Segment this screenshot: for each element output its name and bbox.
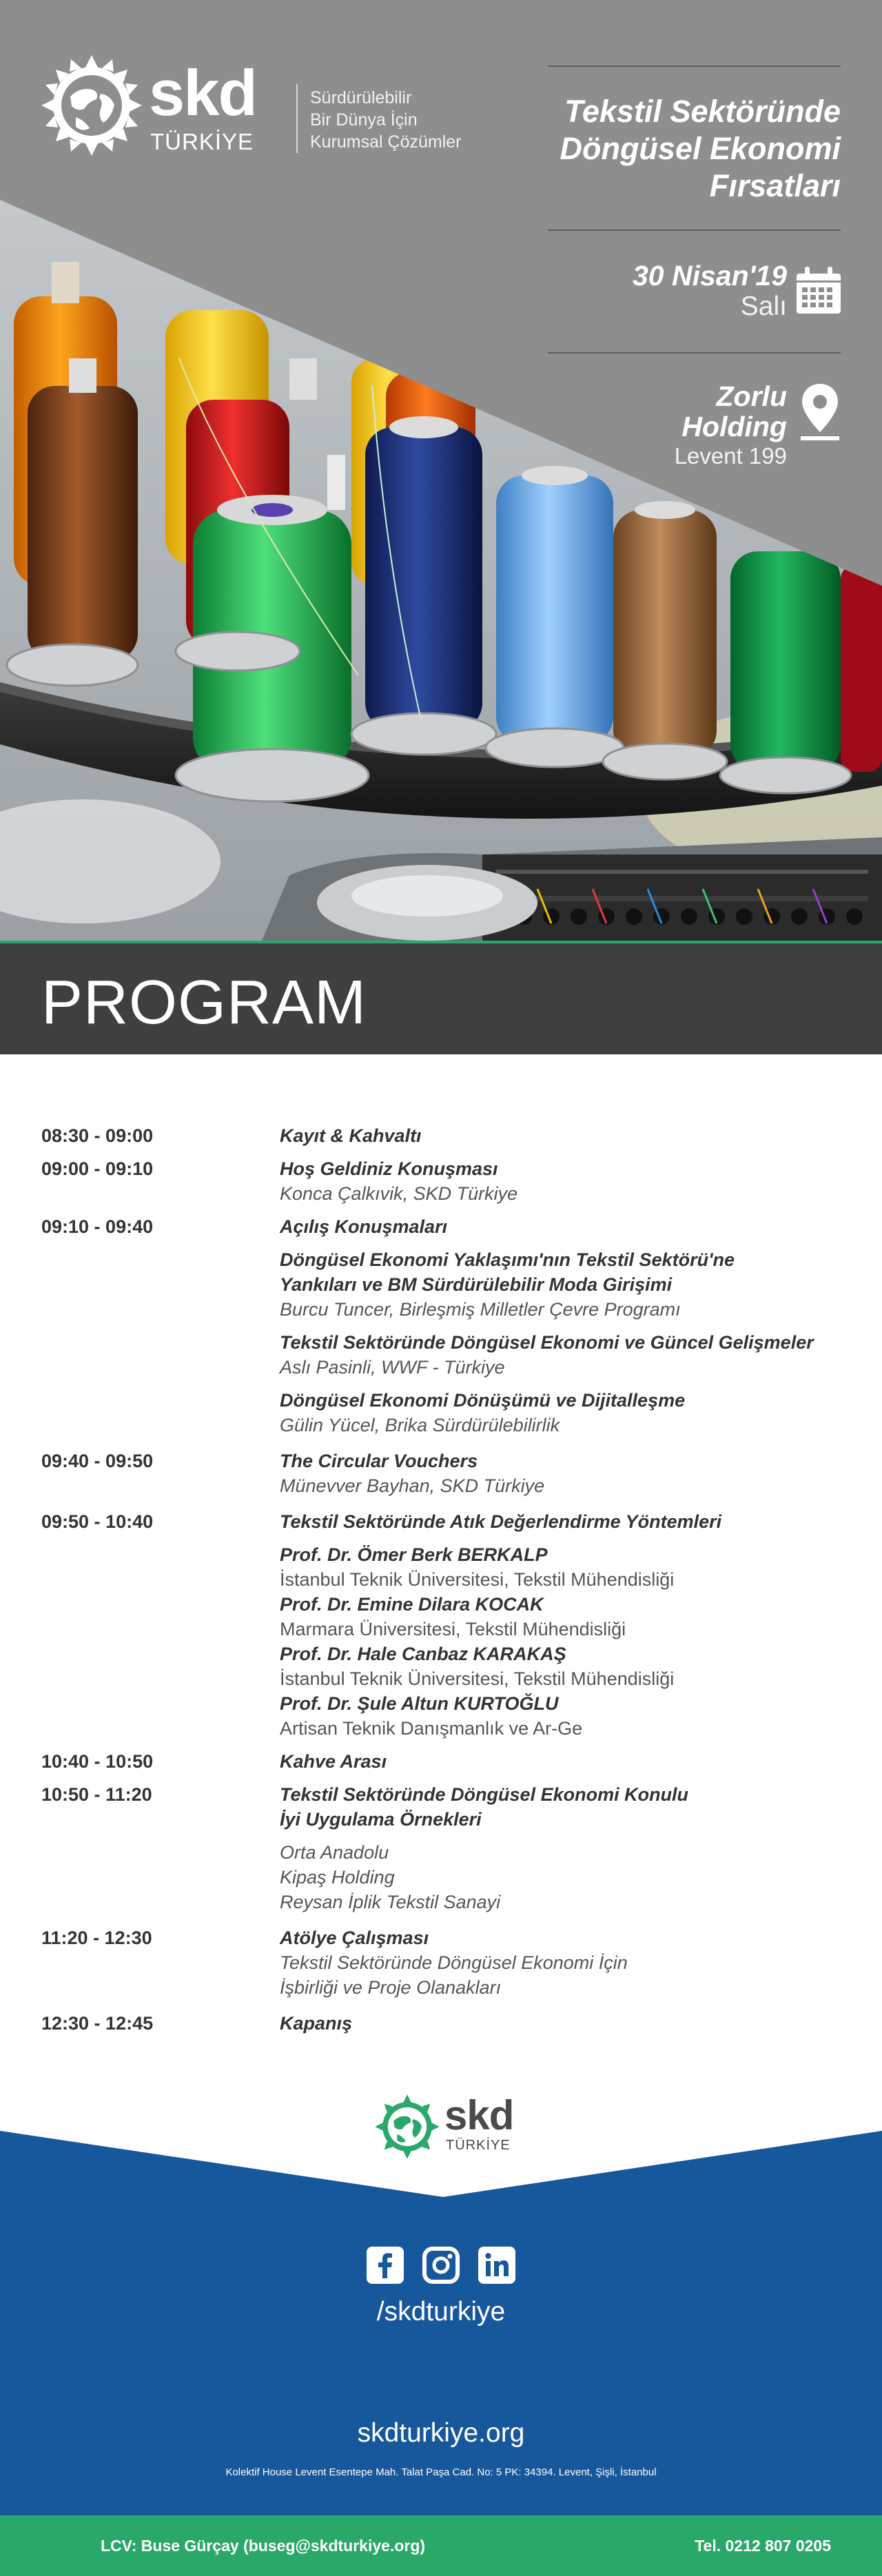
panelist-org: Artisan Teknik Danışmanlık ve Ar-Ge	[280, 1718, 583, 1739]
calendar-icon	[797, 267, 841, 314]
venue-detail: Levent 199	[674, 443, 787, 469]
agenda-title: Hoş Geldiniz Konuşması	[280, 1158, 498, 1179]
agenda-speaker: Konca Çalkıvik, SKD Türkiye	[280, 1183, 518, 1204]
tagline-line-2: Bir Dünya İçin	[310, 110, 418, 130]
phone-number[interactable]: Tel. 0212 807 0205	[695, 2537, 831, 2555]
tagline-line-1: Sürdürülebilir	[310, 88, 412, 108]
agenda-time: 12:30 - 12:45	[41, 2013, 154, 2034]
linkedin-icon[interactable]	[478, 2247, 515, 2284]
agenda-item	[41, 1925, 854, 2000]
agenda-item	[41, 1782, 854, 1914]
agenda-title: Kahve Arası	[280, 1751, 387, 1772]
agenda-title: Açılış Konuşmaları	[280, 1216, 448, 1237]
talk-speaker: Burcu Tuncer, Birleşmiş Milletler Çevre Programı	[280, 1299, 681, 1320]
program-section-header	[0, 941, 882, 1054]
event-date-text: 30 Nisan'19	[633, 260, 787, 292]
agenda-title: Kapanış	[280, 2013, 353, 2034]
agenda-time: 09:00 - 09:10	[41, 1158, 154, 1179]
program-heading: PROGRAM	[41, 968, 367, 1037]
hero-banner	[0, 0, 882, 941]
agenda-list	[41, 1123, 854, 2036]
agenda-item	[41, 1123, 854, 1148]
agenda-title: Kayıt & Kahvaltı	[280, 1125, 422, 1146]
event-title-line-3: Fırsatları	[709, 168, 841, 203]
event-info-panel	[548, 65, 841, 471]
event-title-line-2: Döngüsel Ekonomi	[560, 131, 841, 166]
rsvp-contact[interactable]: LCV: Buse Gürçay (buseg@skdturkiye.org)	[101, 2537, 426, 2555]
agenda-title: Tekstil Sektöründe Döngüsel Ekonomi Konulu	[280, 1784, 689, 1805]
talk-title: Döngüsel Ekonomi Yaklaşımı'nın Tekstil Sektörü'ne	[280, 1249, 735, 1270]
agenda-item	[41, 1214, 854, 1438]
agenda-item	[41, 1449, 854, 1498]
brand-wordmark: skd	[149, 57, 256, 129]
agenda-item	[41, 2011, 854, 2036]
agenda-item	[41, 1749, 854, 1774]
agenda-title: İyi Uygulama Örnekleri	[280, 1809, 482, 1830]
company-name: Orta Anadolu	[280, 1842, 389, 1863]
social-links	[367, 2247, 515, 2284]
talk-title: Döngüsel Ekonomi Dönüşümü ve Dijitalleşme	[280, 1390, 686, 1411]
agenda-time: 10:50 - 11:20	[41, 1784, 152, 1805]
panelist-org: İstanbul Teknik Üniversitesi, Tekstil Mühendisliği	[280, 1668, 675, 1689]
agenda-time: 09:10 - 09:40	[41, 1216, 154, 1237]
footer	[0, 2061, 882, 2576]
agenda-time: 08:30 - 09:00	[41, 1125, 154, 1146]
website-link[interactable]: skdturkiye.org	[357, 2418, 525, 2448]
instagram-icon[interactable]	[422, 2247, 460, 2284]
company-name: Kipaş Holding	[280, 1867, 395, 1888]
venue-name-line-2: Holding	[681, 411, 787, 442]
talk-title: Tekstil Sektöründe Döngüsel Ekonomi ve Güncel Gelişmeler	[280, 1332, 814, 1353]
panelist-org: Marmara Üniversitesi, Tekstil Mühendisliği	[280, 1619, 626, 1639]
agenda-title: The Circular Vouchers	[280, 1451, 478, 1471]
event-venue	[548, 354, 841, 471]
agenda-item	[41, 1509, 854, 1741]
agenda-item	[41, 1156, 854, 1206]
gear-globe-logo-icon	[374, 2094, 440, 2160]
agenda-time: 09:40 - 09:50	[41, 1451, 154, 1471]
agenda-title: Tekstil Sektöründe Atık Değerlendirme Yöntemleri	[280, 1511, 722, 1532]
panelist-org: İstanbul Teknik Üniversitesi, Tekstil Mühendisliği	[280, 1569, 675, 1590]
venue-name	[681, 381, 787, 442]
location-pin-icon	[801, 384, 839, 440]
panelist-name: Prof. Dr. Ömer Berk BERKALP	[280, 1544, 548, 1565]
agenda-time: 09:50 - 10:40	[41, 1511, 154, 1532]
skd-logo	[40, 54, 467, 157]
logo-divider	[296, 84, 298, 153]
tagline-line-3: Kurumsal Çözümler	[310, 132, 462, 152]
agenda-description: Tekstil Sektöründe Döngüsel Ekonomi İçin	[280, 1952, 628, 1973]
event-day-text: Salı	[740, 292, 787, 321]
contact-bar	[0, 2515, 882, 2576]
social-handle[interactable]: /skdturkiye	[376, 2297, 506, 2327]
brand-country: TÜRKİYE	[150, 129, 254, 154]
footer-brand-country: TÜRKİYE	[446, 2138, 511, 2153]
venue-name-line-1: Zorlu	[716, 380, 787, 412]
panelist-name: Prof. Dr. Şule Altun KURTOĞLU	[280, 1693, 559, 1714]
talk-speaker: Aslı Pasinli, WWF - Türkiye	[280, 1357, 505, 1378]
event-title	[548, 67, 841, 229]
brand-tagline	[310, 87, 462, 153]
address-text: Kolektif House Levent Esentepe Mah. Talat Paşa Cad. No: 5 PK: 34394. Levent, Şişli, İstanbul	[225, 2466, 657, 2478]
company-name: Reysan İplik Tekstil Sanayi	[280, 1892, 501, 1912]
agenda-speaker: Münevver Bayhan, SKD Türkiye	[280, 1475, 545, 1496]
footer-logo	[374, 2094, 512, 2160]
agenda-time: 11:20 - 12:30	[41, 1928, 152, 1948]
agenda-title: Atölye Çalışması	[280, 1928, 429, 1948]
talk-speaker: Gülin Yücel, Brika Sürdürülebilirlik	[280, 1415, 560, 1435]
panelist-name: Prof. Dr. Emine Dilara KOCAK	[280, 1594, 544, 1615]
agenda-time: 10:40 - 10:50	[41, 1751, 154, 1772]
event-title-line-1: Tekstil Sektöründe	[564, 94, 841, 129]
facebook-icon[interactable]	[367, 2247, 404, 2284]
event-date	[548, 231, 841, 352]
talk-title: Yankıları ve BM Sürdürülebilir Moda Girişimi	[280, 1274, 673, 1295]
gear-globe-logo-icon	[40, 54, 143, 157]
footer-brand-wordmark: skd	[444, 2092, 514, 2138]
panelist-name: Prof. Dr. Hale Canbaz KARAKAŞ	[280, 1644, 566, 1664]
agenda-description: İşbirliği ve Proje Olanakları	[280, 1977, 502, 1998]
